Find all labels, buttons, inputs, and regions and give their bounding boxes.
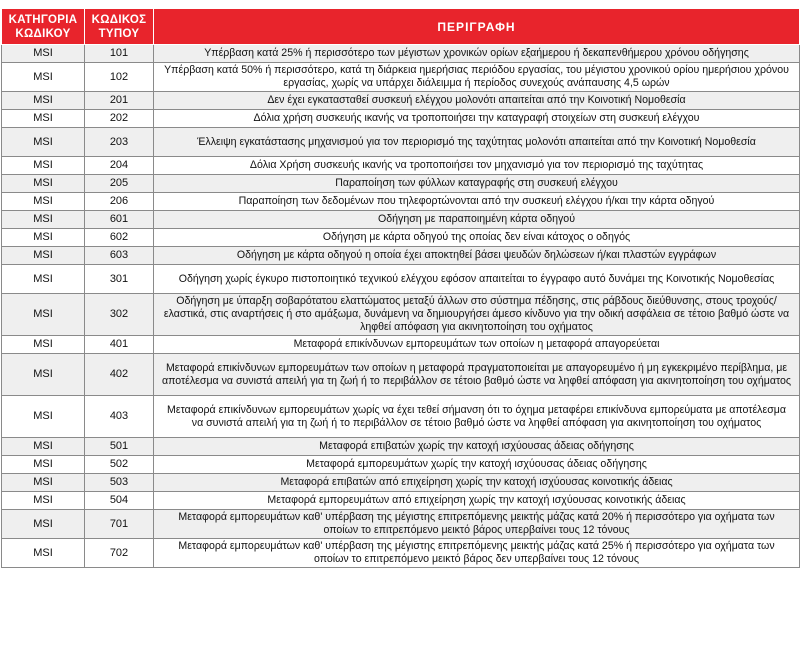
cell-code: 205 bbox=[85, 175, 154, 193]
table-row bbox=[2, 265, 800, 294]
infringements-table-container bbox=[0, 8, 800, 568]
cell-description: Οδήγηση με κάρτα οδηγού της οποίας δεν είναι κάτοχος ο οδηγός bbox=[154, 229, 800, 247]
table-row bbox=[2, 63, 800, 92]
cell-description: Παραποίηση των δεδομένων που τηλεφορτώνονται από την συσκευή ελέγχου ή/και την κάρτα οδηγού bbox=[154, 193, 800, 211]
cell-description: Μεταφορά επικίνδυνων εμπορευμάτων χωρίς να έχει τεθεί σήμανση ότι το όχημα μεταφέρει επικίνδυνα εμπορεύματα με αποτέλεσμα να συνιστά απειλή για τη ζωή ή το περιβάλλον σε τέτοιο βαθμό ώστε να ληφθεί απόφαση για ακινητοποίηση του οχήματος bbox=[154, 396, 800, 438]
cell-description: Μεταφορά εμπορευμάτων καθ' υπέρβαση της μέγιστης επιτρεπόμενης μεικτής μάζας κατά 20% ή περισσότερο για οχήματα των οποίων το επιτρεπόμενο μεικτό βάρος υπερβαίνει τους 12 τόνους bbox=[154, 510, 800, 539]
table-row bbox=[2, 229, 800, 247]
cell-category: MSI bbox=[2, 92, 85, 110]
cell-category: MSI bbox=[2, 45, 85, 63]
cell-code: 206 bbox=[85, 193, 154, 211]
table-row bbox=[2, 247, 800, 265]
cell-category: MSI bbox=[2, 492, 85, 510]
cell-description: Οδήγηση χωρίς έγκυρο πιστοποιητικό τεχνικού ελέγχου εφόσον απαιτείται το έγγραφο αυτό δυνάμει της Κοινοτικής Νομοθεσίας bbox=[154, 265, 800, 294]
cell-code: 301 bbox=[85, 265, 154, 294]
cell-category: MSI bbox=[2, 438, 85, 456]
cell-category: MSI bbox=[2, 294, 85, 336]
infringements-table bbox=[1, 8, 800, 568]
cell-category: MSI bbox=[2, 247, 85, 265]
cell-description: Έλλειψη εγκατάστασης μηχανισμού για τον περιορισμό της ταχύτητας μολονότι απαιτείται από την Κοινοτική Νομοθεσία bbox=[154, 128, 800, 157]
cell-description: Οδήγηση με ύπαρξη σοβαρότατου ελαττώματος μεταξύ άλλων στο σύστημα πέδησης, στις ράβδους διεύθυνσης, στους τροχούς/ελαστικά, στις αναρτήσεις ή στο αμάξωμα, δυνάμενη να δημιουργήσει άμεσο κίνδυνο για την οδική ασφάλεια σε τέτοιο βαθμό ώστε να ληφθεί απόφαση για ακινητοποίηση του οχήματος bbox=[154, 294, 800, 336]
cell-code: 101 bbox=[85, 45, 154, 63]
cell-description: Δεν έχει εγκατασταθεί συσκευή ελέγχου μολονότι απαιτείται από την Κοινοτική Νομοθεσία bbox=[154, 92, 800, 110]
cell-description: Μεταφορά επιβατών χωρίς την κατοχή ισχύουσας άδειας οδήγησης bbox=[154, 438, 800, 456]
cell-category: MSI bbox=[2, 396, 85, 438]
cell-code: 601 bbox=[85, 211, 154, 229]
cell-description: Μεταφορά επιβατών από επιχείρηση χωρίς την κατοχή ισχύουσας κοινοτικής άδειας bbox=[154, 474, 800, 492]
table-row bbox=[2, 510, 800, 539]
cell-category: MSI bbox=[2, 265, 85, 294]
cell-code: 701 bbox=[85, 510, 154, 539]
table-row bbox=[2, 438, 800, 456]
table-row bbox=[2, 211, 800, 229]
cell-category: MSI bbox=[2, 474, 85, 492]
table-row bbox=[2, 294, 800, 336]
table-row bbox=[2, 175, 800, 193]
cell-category: MSI bbox=[2, 229, 85, 247]
cell-description: Υπέρβαση κατά 50% ή περισσότερο, κατά τη διάρκεια ημερήσιας περιόδου εργασίας, του μέγιστου χρονικού ορίου ημερήσιου χρόνου εργασίας, χωρίς να υπάρχει διάλειμμα ή περίοδος συνεχούς ανάπαυσης 4,5 ωρών bbox=[154, 63, 800, 92]
table-row bbox=[2, 157, 800, 175]
cell-code: 502 bbox=[85, 456, 154, 474]
cell-category: MSI bbox=[2, 354, 85, 396]
cell-code: 302 bbox=[85, 294, 154, 336]
table-body bbox=[2, 45, 800, 568]
table-row bbox=[2, 396, 800, 438]
cell-code: 602 bbox=[85, 229, 154, 247]
cell-code: 504 bbox=[85, 492, 154, 510]
cell-category: MSI bbox=[2, 157, 85, 175]
cell-code: 204 bbox=[85, 157, 154, 175]
cell-category: MSI bbox=[2, 539, 85, 568]
cell-description: Δόλια χρήση συσκευής ικανής να τροποποιήσει την καταγραφή στοιχείων στη συσκευή ελέγχου bbox=[154, 110, 800, 128]
cell-code: 503 bbox=[85, 474, 154, 492]
table-row bbox=[2, 539, 800, 568]
table-row bbox=[2, 492, 800, 510]
cell-category: MSI bbox=[2, 175, 85, 193]
cell-code: 203 bbox=[85, 128, 154, 157]
cell-code: 403 bbox=[85, 396, 154, 438]
cell-code: 401 bbox=[85, 336, 154, 354]
cell-category: MSI bbox=[2, 193, 85, 211]
table-row bbox=[2, 45, 800, 63]
cell-description: Μεταφορά εμπορευμάτων από επιχείρηση χωρίς την κατοχή ισχύουσας κοινοτικής άδειας bbox=[154, 492, 800, 510]
cell-category: MSI bbox=[2, 510, 85, 539]
table-row bbox=[2, 474, 800, 492]
cell-code: 603 bbox=[85, 247, 154, 265]
cell-description: Μεταφορά επικίνδυνων εμπορευμάτων των οποίων η μεταφορά απαγορεύεται bbox=[154, 336, 800, 354]
cell-code: 402 bbox=[85, 354, 154, 396]
cell-description: Μεταφορά επικίνδυνων εμπορευμάτων των οποίων η μεταφορά πραγματοποιείται με απαγορευμένο ή μη εγκεκριμένο περίβλημα, με αποτέλεσμα να συνιστά απειλή για τη ζωή ή το περιβάλλον σε τέτοιο βαθμό ώστε να ληφθεί απόφαση για ακινητοποίηση του οχήματος bbox=[154, 354, 800, 396]
table-row bbox=[2, 336, 800, 354]
table-header-row bbox=[2, 9, 800, 45]
cell-category: MSI bbox=[2, 63, 85, 92]
cell-code: 201 bbox=[85, 92, 154, 110]
cell-description: Υπέρβαση κατά 25% ή περισσότερο των μέγιστων χρονικών ορίων εξαήμερου ή δεκαπενθήμερου χρόνου οδήγησης bbox=[154, 45, 800, 63]
cell-description: Οδήγηση με κάρτα οδηγού η οποία έχει αποκτηθεί βάσει ψευδών δηλώσεων ή/και πλαστών εγγράφων bbox=[154, 247, 800, 265]
cell-category: MSI bbox=[2, 128, 85, 157]
table-row bbox=[2, 193, 800, 211]
cell-description: Δόλια Χρήση συσκευής ικανής να τροποποιήσει τον μηχανισμό για τον περιορισμό της ταχύτητας bbox=[154, 157, 800, 175]
table-row bbox=[2, 354, 800, 396]
cell-category: MSI bbox=[2, 456, 85, 474]
table-row bbox=[2, 110, 800, 128]
cell-description: Μεταφορά εμπορευμάτων χωρίς την κατοχή ισχύουσας άδειας οδήγησης bbox=[154, 456, 800, 474]
header-category: ΚΑΤΗΓΟΡΙΑ ΚΩΔΙΚΟΥ bbox=[2, 9, 85, 45]
cell-code: 702 bbox=[85, 539, 154, 568]
cell-code: 102 bbox=[85, 63, 154, 92]
cell-code: 501 bbox=[85, 438, 154, 456]
header-code: ΚΩΔΙΚΟΣ ΤΥΠΟΥ bbox=[85, 9, 154, 45]
table-row bbox=[2, 92, 800, 110]
cell-description: Οδήγηση με παραποιημένη κάρτα οδηγού bbox=[154, 211, 800, 229]
cell-code: 202 bbox=[85, 110, 154, 128]
cell-description: Παραποίηση των φύλλων καταγραφής στη συσκευή ελέγχου bbox=[154, 175, 800, 193]
cell-category: MSI bbox=[2, 211, 85, 229]
table-row bbox=[2, 456, 800, 474]
header-description: ΠΕΡΙΓΡΑΦΗ bbox=[154, 9, 800, 45]
cell-category: MSI bbox=[2, 110, 85, 128]
table-row bbox=[2, 128, 800, 157]
cell-description: Μεταφορά εμπορευμάτων καθ' υπέρβαση της μέγιστης επιτρεπόμενης μεικτής μάζας κατά 25% ή περισσότερο για οχήματα των οποίων το επιτρεπόμενο μεικτό βάρος δεν υπερβαίνει τους 12 τόνους bbox=[154, 539, 800, 568]
cell-category: MSI bbox=[2, 336, 85, 354]
